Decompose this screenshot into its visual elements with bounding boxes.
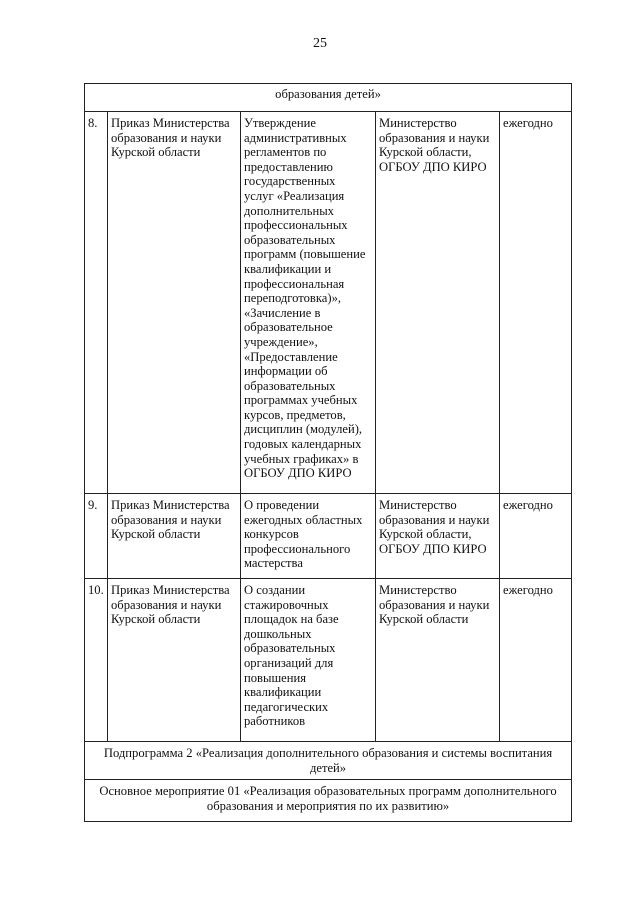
document-title-cell-line: административных — [244, 130, 347, 145]
executor-cell-line: ОГБОУ ДПО КИРО — [379, 159, 487, 174]
document-type-cell-line: Курской области — [111, 145, 201, 160]
executor-cell-line: Курской области, — [379, 527, 472, 542]
document-title-cell-line: стажировочных — [244, 597, 329, 612]
measures-table — [84, 83, 572, 822]
document-title-cell-line: информации об — [244, 364, 328, 379]
page-number: 25 — [313, 36, 327, 51]
document-title-cell-line: курсов, предметов, — [244, 407, 346, 422]
row-number: 9. — [85, 494, 108, 579]
period-cell: ежегодно — [500, 579, 572, 742]
document-title-cell — [241, 579, 376, 742]
document-title-cell-line: дошкольных — [244, 626, 312, 641]
executor-cell-line: образования и науки — [379, 130, 490, 145]
document-title-cell-line: учебных графиках» в — [244, 451, 359, 466]
document-title-cell-line: услуг «Реализация — [244, 188, 345, 203]
document-title-cell-line: переподготовка)», — [244, 291, 342, 306]
document-title-cell-line: программ (повышение — [244, 247, 366, 262]
document-title-cell-line: организаций для — [244, 655, 334, 670]
document-title-cell-line: Утверждение — [244, 116, 316, 130]
header-continuation-row — [85, 84, 572, 112]
executor-cell-line: Министерство — [379, 583, 457, 597]
document-title-cell-line: «Зачисление в — [244, 305, 321, 320]
document-title-cell — [241, 112, 376, 494]
document-title-cell-line: повышения — [244, 670, 307, 685]
document-title-cell-line: педагогических — [244, 699, 329, 714]
document-title-cell-line: образовательных — [244, 232, 336, 247]
executor-cell-line: Министерство — [379, 116, 457, 130]
document-title-cell-line: «Предоставление — [244, 349, 338, 364]
document-title-cell-line: образовательных — [244, 378, 336, 393]
executor-cell — [376, 112, 500, 494]
document-title-cell-line: профессионального — [244, 541, 351, 556]
document-title-cell-line: регламентов по — [244, 145, 327, 160]
main-activity-heading-line: Основное мероприятие 01 «Реализация образовательных программ дополнительного — [99, 784, 557, 799]
document-title-cell-line: О проведении — [244, 498, 320, 512]
row-number: 8. — [85, 112, 108, 494]
executor-cell-line: образования и науки — [379, 597, 490, 612]
document-title-cell-line: предоставлению — [244, 159, 333, 174]
executor-cell — [376, 494, 500, 579]
header-continuation-text: образования детей» — [275, 87, 381, 101]
document-title-cell-line: ежегодных областных — [244, 512, 363, 527]
document-title-cell-line: ОГБОУ ДПО КИРО — [244, 466, 352, 481]
period-cell: ежегодно — [500, 494, 572, 579]
subprogram-heading-cell — [85, 742, 572, 780]
executor-cell-line: ОГБОУ ДПО КИРО — [379, 541, 487, 556]
subprogram-heading-row — [85, 742, 572, 780]
main-activity-heading-line: образования и мероприятия по их развитию» — [206, 798, 450, 813]
subprogram-heading-line: детей» — [309, 760, 347, 775]
document-type-cell-line: Курской области — [111, 612, 201, 627]
main-activity-heading-row — [85, 780, 572, 822]
document-title-cell-line: мастерства — [244, 556, 303, 571]
document-type-cell-line: образования и науки — [111, 597, 222, 612]
executor-cell-line: Курской области, — [379, 145, 472, 160]
document-type-cell — [108, 112, 241, 494]
document-type-cell — [108, 579, 241, 742]
document-type-cell-line: образования и науки — [111, 512, 222, 527]
document-title-cell-line: конкурсов — [244, 527, 299, 542]
executor-cell-line: Курской области — [379, 612, 469, 627]
document-type-cell-line: Приказ Министерства — [111, 583, 230, 597]
document-title-cell-line: О создании — [244, 583, 306, 597]
document-title-cell-line: программах учебных — [244, 393, 358, 408]
period-cell: ежегодно — [500, 112, 572, 494]
table-row — [85, 494, 572, 579]
document-title-cell-line: квалификации и — [244, 261, 332, 276]
document-title-cell-line: площадок на базе — [244, 612, 339, 627]
document-type-cell-line: Приказ Министерства — [111, 116, 230, 130]
subprogram-heading-line: Подпрограмма 2 «Реализация дополнительного образования и системы воспитания — [103, 746, 553, 760]
document-type-cell-line: Приказ Министерства — [111, 498, 230, 512]
document-title-cell-line: образовательных — [244, 641, 336, 656]
executor-cell-line: образования и науки — [379, 512, 490, 527]
executor-cell-line: Министерство — [379, 498, 457, 512]
document-title-cell-line: государственных — [244, 174, 336, 189]
table-row — [85, 579, 572, 742]
document-title-cell-line: квалификации — [244, 685, 322, 700]
document-type-cell — [108, 494, 241, 579]
executor-cell — [376, 579, 500, 742]
main-activity-heading-cell — [85, 780, 572, 822]
document-title-cell-line: профессиональных — [244, 218, 348, 233]
document-title-cell-line: годовых календарных — [244, 437, 362, 452]
document-type-cell-line: образования и науки — [111, 130, 222, 145]
document-title-cell-line: учреждение», — [244, 334, 318, 349]
document-type-cell-line: Курской области — [111, 527, 201, 542]
document-title-cell-line: дополнительных — [244, 203, 334, 218]
row-number: 10. — [85, 579, 108, 742]
document-title-cell-line: дисциплин (модулей), — [244, 422, 363, 437]
document-title-cell-line: работников — [244, 714, 306, 729]
document-title-cell-line: образовательное — [244, 320, 333, 335]
document-title-cell — [241, 494, 376, 579]
table-row — [85, 112, 572, 494]
document-title-cell-line: профессиональная — [244, 276, 345, 291]
